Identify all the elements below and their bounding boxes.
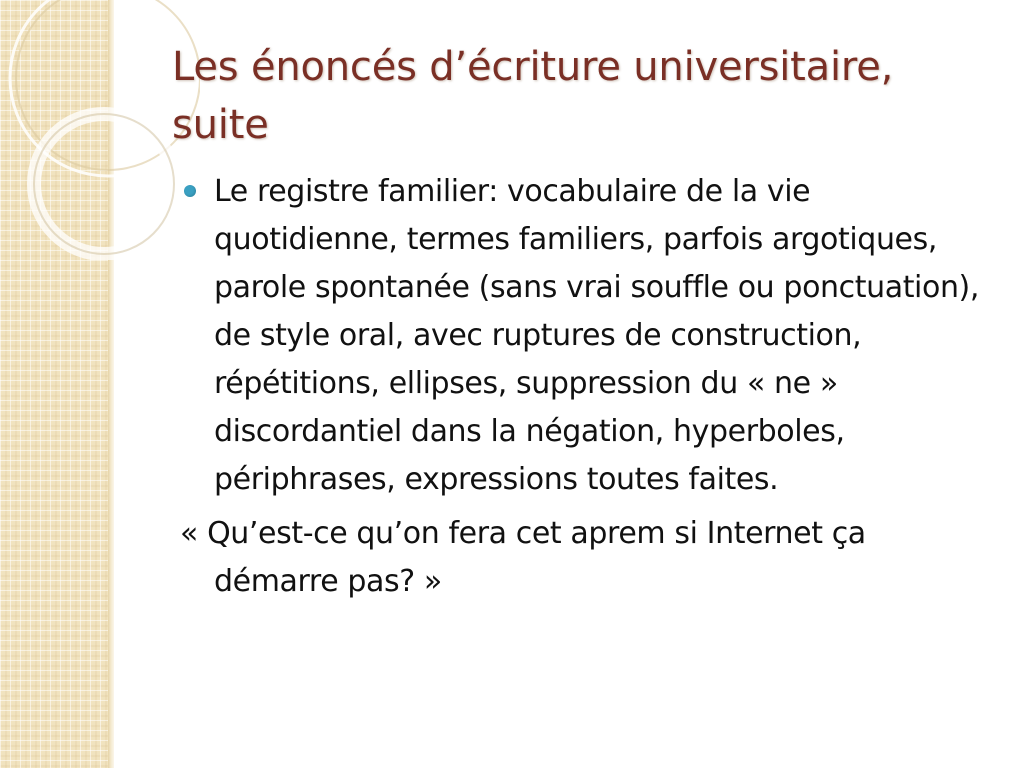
example-quote: « Qu’est-ce qu’on fera cet aprem si Internet ça démarre pas? » [180, 516, 866, 599]
bullet-item [172, 168, 992, 504]
slide-body [172, 168, 992, 606]
slide-title: Les énoncés d’écriture universitaire, suite [172, 44, 894, 148]
decorative-rings-icon [0, 0, 200, 260]
bullet-dot-icon [184, 185, 196, 197]
bullet-text: Le registre familier: vocabulaire de la vie quotidienne, termes familiers, parfois argotiques, parole spontanée (sans vrai souffle ou ponctuation), de style oral, avec ruptures de construction, répétitions, ellipses, suppression du « ne » discordantiel dans la négation, hyperboles, périphrases, expressions toutes faites. [214, 174, 980, 497]
